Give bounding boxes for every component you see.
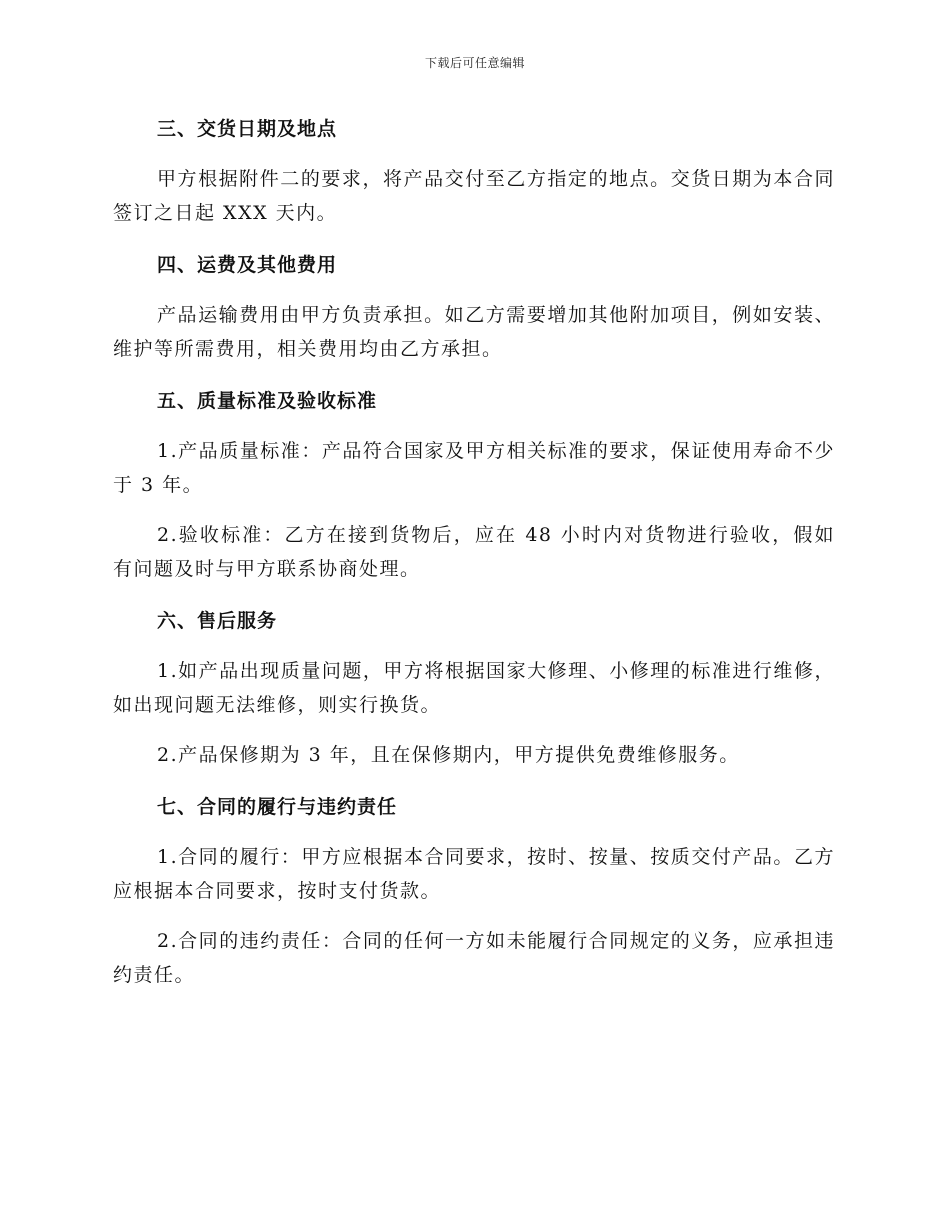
section-title: 七、合同的履行与违约责任: [157, 796, 398, 818]
section-paragraph: 2.产品保修期为 3 年，且在保修期内，甲方提供免费维修服务。: [157, 744, 740, 766]
document-body: [113, 110, 835, 992]
section-title: 六、售后服务: [157, 610, 278, 632]
section-paragraph: 1.产品质量标准：产品符合国家及甲方相关标准的要求，保证使用寿命不少于 3 年。: [113, 440, 835, 496]
section-paragraph: 1.合同的履行：甲方应根据本合同要求，按时、按量、按质交付产品。乙方应根据本合同要求，按时支付货款。: [113, 846, 835, 902]
section-title: 五、质量标准及验收标准: [157, 390, 378, 412]
section-title: 三、交货日期及地点: [157, 118, 338, 140]
section-performance-liability: [113, 788, 835, 992]
section-paragraph: 产品运输费用由甲方负责承担。如乙方需要增加其他附加项目，例如安装、维护等所需费用，相关费用均由乙方承担。: [113, 304, 835, 360]
section-paragraph: 2.合同的违约责任：合同的任何一方如未能履行合同规定的义务，应承担违约责任。: [113, 930, 835, 986]
section-paragraph: 2.验收标准：乙方在接到货物后，应在 48 小时内对货物进行验收，假如有问题及时与甲方联系协商处理。: [113, 524, 835, 580]
section-paragraph: 甲方根据附件二的要求，将产品交付至乙方指定的地点。交货日期为本合同签订之日起 XXX 天内。: [113, 168, 835, 224]
section-fees: [113, 246, 835, 382]
section-title: 四、运费及其他费用: [157, 254, 338, 276]
section-paragraph: 1.如产品出现质量问题，甲方将根据国家大修理、小修理的标准进行维修，如出现问题无法维修，则实行换货。: [113, 660, 835, 716]
section-quality: [113, 382, 835, 602]
section-after-sales: [113, 602, 835, 788]
section-delivery: [113, 110, 835, 246]
page-header-note: 下载后可任意编辑: [424, 56, 525, 70]
